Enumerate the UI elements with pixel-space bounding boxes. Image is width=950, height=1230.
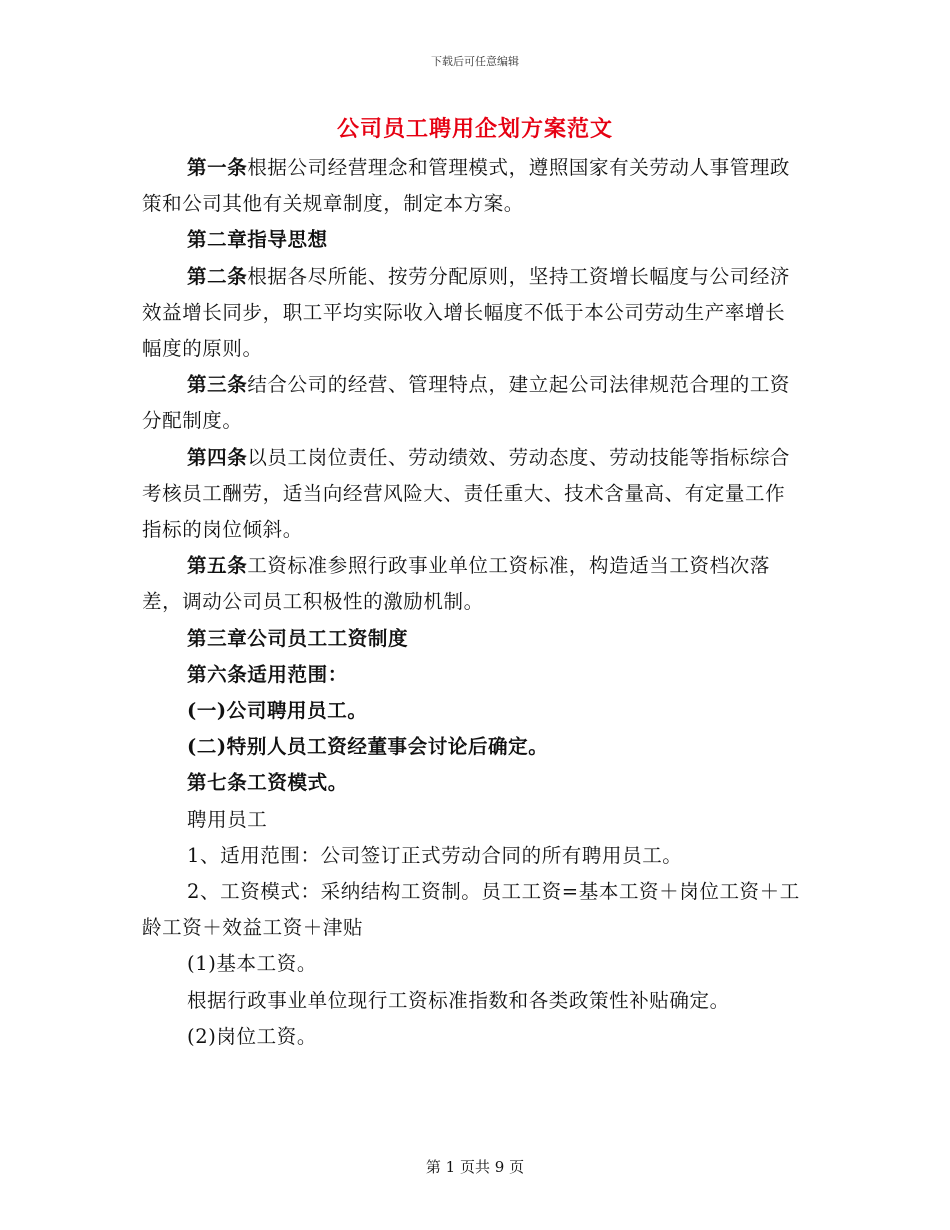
document-body: [142, 150, 802, 1055]
paragraph: 第三条结合公司的经营、管理特点，建立起公司法律规范合理的工资分配制度。: [142, 373, 791, 433]
paragraph: (一)公司聘用员工。: [187, 699, 368, 723]
paragraph: (2)岗位工资。: [187, 1024, 317, 1048]
section-heading: 第三章公司员工工资制度: [187, 626, 409, 650]
paragraph: 第五条工资标准参照行政事业单位工资标准，构造适当工资档次落差，调动公司员工积极性的激励机制。: [142, 554, 770, 614]
paragraph: (二)特别人员工资经董事会讨论后确定。: [187, 735, 549, 759]
paragraph: 2、工资模式：采纳结构工资制。员工工资=基本工资＋岗位工资＋工龄工资＋效益工资＋津贴: [142, 880, 800, 940]
paragraph: 第七条工资模式。: [187, 771, 348, 795]
paragraph: (1)基本工资。: [187, 952, 317, 976]
paragraph: 根据行政事业单位现行工资标准指数和各类政策性补贴确定。: [187, 988, 730, 1012]
paragraph: 1、适用范围：公司签订正式劳动合同的所有聘用员工。: [187, 843, 683, 867]
paragraph: 第四条以员工岗位责任、劳动绩效、劳动态度、劳动技能等指标综合考核员工酬劳，适当向经营风险大、责任重大、技术含量高、有定量工作指标的岗位倾斜。: [142, 445, 791, 542]
page-footer: 第 1 页共 9 页: [425, 1158, 525, 1176]
section-heading: 第二章指导思想: [187, 228, 328, 252]
page-header: 下载后可任意编辑: [431, 55, 519, 68]
paragraph: 第二条根据各尽所能、按劳分配原则，坚持工资增长幅度与公司经济效益增长同步，职工平均实际收入增长幅度不低于本公司劳动生产率增长幅度的原则。: [142, 264, 791, 361]
paragraph: 第一条根据公司经营理念和管理模式，遵照国家有关劳动人事管理政策和公司其他有关规章制度，制定本方案。: [142, 156, 791, 216]
paragraph: 聘用员工: [187, 807, 268, 831]
document-title: 公司员工聘用企划方案范文: [336, 116, 613, 142]
paragraph: 第六条适用范围：: [187, 662, 348, 686]
